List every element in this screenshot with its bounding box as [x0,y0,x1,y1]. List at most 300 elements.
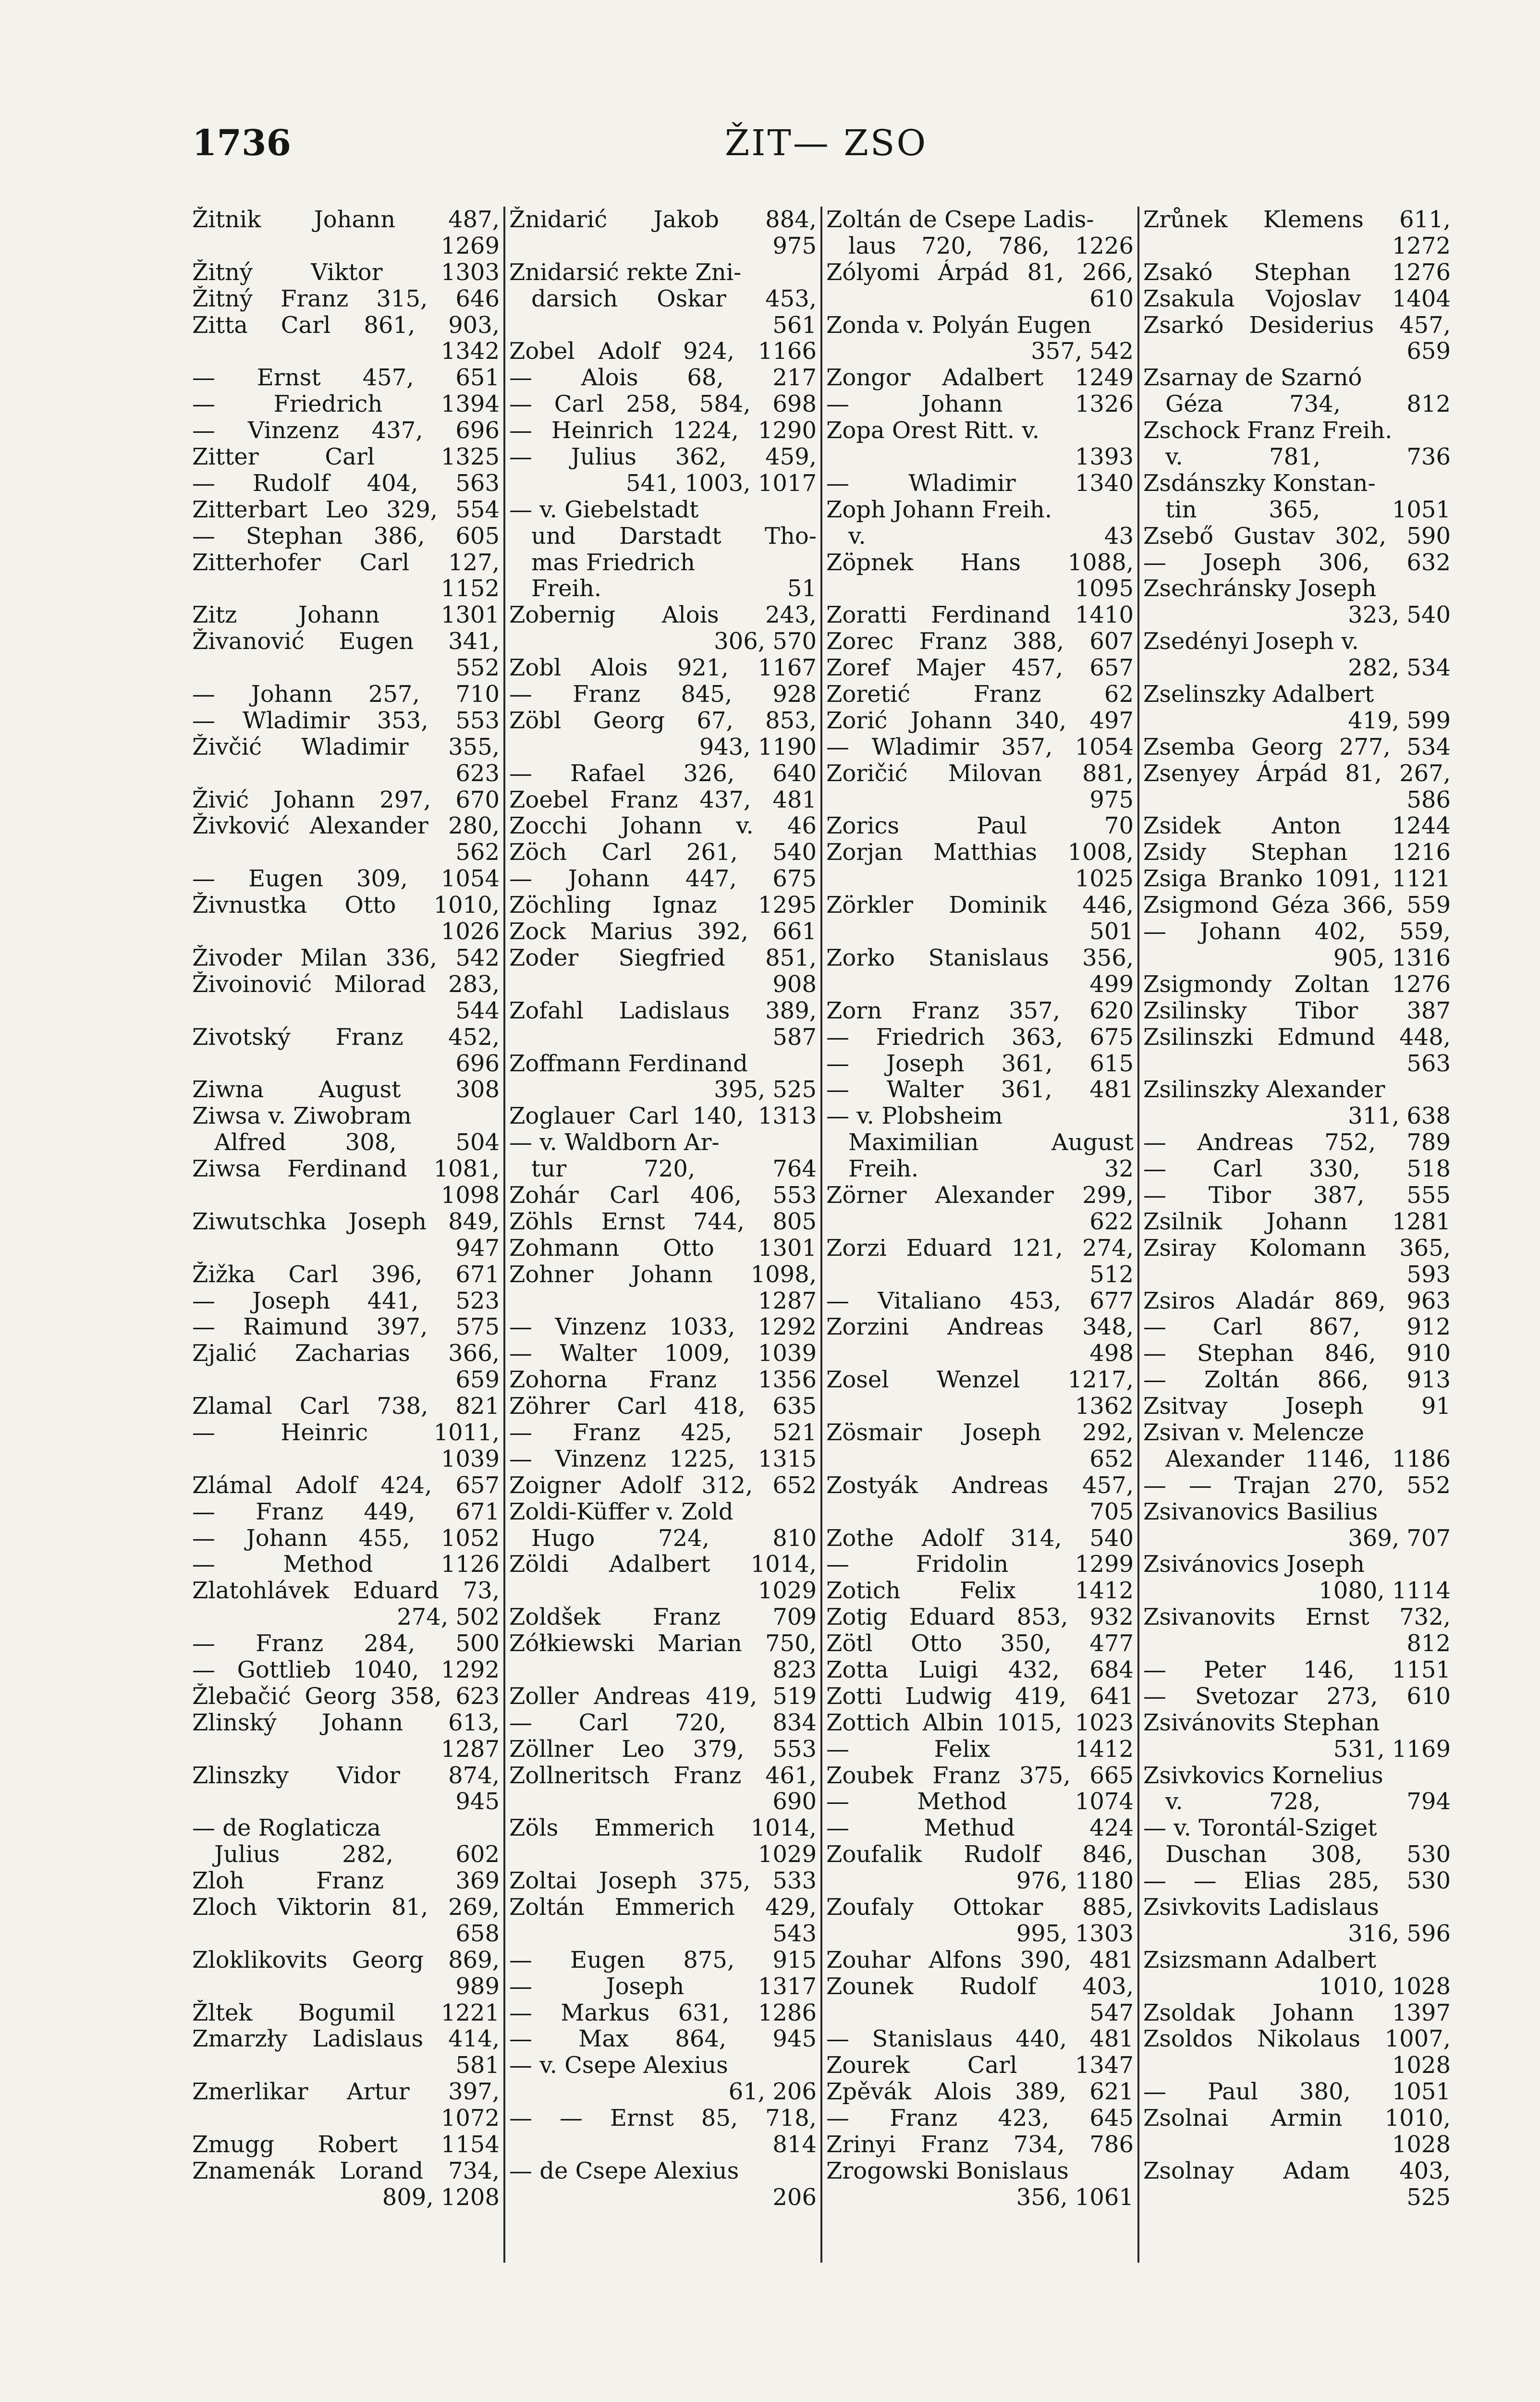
entry-line: Zocchi Johann v. 46 [509,813,817,840]
name-entry [826,391,1134,417]
name-entry [192,1525,500,1552]
name-entry [192,708,500,734]
entry-line: Zsemba Georg 277, 534 [1143,734,1451,760]
entry-line: 499 [1089,971,1134,998]
entry-line: Zsakula Vojoslav 1404 [1143,285,1451,312]
name-entry [826,470,1134,497]
name-entry [509,1551,817,1604]
name-entry [192,1156,500,1209]
entry-line: Zloklikovits Georg 869, [192,1947,500,1973]
entry-line: Ziwna August 308 [192,1077,500,1103]
entry-line: Zsivkovics Kornelius [1143,1762,1383,1789]
name-entry [192,523,500,550]
entry-line: — Vinzenz 1225, 1315 [509,1446,817,1472]
name-entry [826,1472,1134,1525]
entry-line: — Friedrich 1394 [192,391,500,418]
entry-line: 562 [455,839,500,866]
name-entry [509,998,817,1051]
entry-line: 1269 [440,233,500,259]
name-entry [192,945,500,971]
name-entry [509,1209,817,1235]
name-entry [826,1683,1134,1710]
entry-line: Zoubek Franz 375, 665 [826,1762,1134,1789]
entry-line: Zsidy Stephan 1216 [1143,839,1451,866]
entry-line: Zsolnay Adam 403, [1143,2157,1451,2184]
name-entry [826,813,1134,839]
name-entry [826,1103,1134,1182]
name-entry [509,1604,817,1630]
entry-line: Zsizsmann Adalbert [1143,1947,1377,1973]
name-entry [1143,919,1451,971]
name-entry [1143,1472,1451,1499]
page-header [192,123,1460,180]
name-entry [1143,892,1451,919]
entry-line: — Franz 423, 645 [826,2105,1134,2132]
entry-line: Zsdánszky Konstan- [1143,470,1376,497]
entry-line: Zoller Andreas 419, 519 [509,1683,817,1710]
entry-line: — Gottlieb 1040, 1292 [192,1656,500,1683]
entry-line: darsich Oskar 453, [531,285,817,312]
entry-line: — — Trajan 270, 552 [1143,1472,1451,1499]
entry-line: — de Csepe Alexius [509,2157,739,2184]
name-entry [192,1710,500,1763]
entry-line: Zsilinszki Edmund 448, [1143,1024,1451,1051]
name-entry [826,1736,1134,1763]
entry-line: Zohmann Otto 1301 [509,1235,817,1262]
entry-line: Zöhls Ernst 744, 805 [509,1208,817,1235]
entry-line: — Fridolin 1299 [826,1551,1134,1578]
name-entry [1143,523,1451,550]
entry-line: Zlatohlávek Eduard 73, [192,1578,500,1605]
entry-line: v. 43 [848,523,1134,550]
name-entry [1143,1894,1451,1947]
name-entry [192,681,500,708]
entry-line: — Tibor 387, 555 [1143,1182,1451,1209]
entry-line: 622 [1089,1208,1134,1235]
name-entry [1143,1235,1451,1288]
name-entry [509,2000,817,2026]
name-entry [509,207,817,259]
entry-line: — Joseph 441, 523 [192,1287,500,1314]
entry-line: Znidarsić rekte Zni- [509,259,742,286]
name-entry [509,945,817,998]
entry-line: Zongor Adalbert 1249 [826,365,1134,392]
entry-line: Duschan 308, 530 [1165,1841,1451,1868]
entry-line: — Joseph 1317 [509,1973,817,2000]
entry-line: 1039 [440,1446,500,1472]
name-entry [826,1420,1134,1472]
entry-line: Žltek Bogumil 1221 [192,1999,500,2026]
name-entry [826,1077,1134,1103]
entry-line: Zöldi Adalbert 1014, [509,1551,817,1578]
entry-line: 587 [772,1024,817,1051]
name-entry [509,444,817,497]
entry-line: Zoufaly Ottokar 885, [826,1894,1134,1921]
entry-line: Zöch Carl 261, 540 [509,839,817,866]
name-column-3 [826,207,1134,2330]
name-entry [1143,1868,1451,1894]
entry-line: Žižka Carl 396, 671 [192,1261,500,1288]
name-entry [509,338,817,365]
entry-line: Julius 282, 602 [214,1841,500,1868]
entry-line: Zitz Johann 1301 [192,602,500,629]
entry-line: 323, 540 [1348,602,1451,629]
entry-line: — Method 1074 [826,1789,1134,1815]
name-entry [192,813,500,866]
entry-line: — Carl 330, 518 [1143,1156,1451,1182]
name-entry [1143,1604,1451,1657]
entry-line: Zoratti Ferdinand 1410 [826,602,1134,629]
entry-line: 696 [455,1050,500,1077]
entry-line: 947 [455,1235,500,1262]
entry-line: und Darstadt Tho- [531,523,817,550]
name-entry [192,2026,500,2079]
entry-line: — Johann 402, 559, [1143,919,1451,945]
entry-line: Alexander 1146, 1186 [1165,1446,1451,1472]
entry-line: Zöpnek Hans 1088, [826,549,1134,576]
index-columns [192,207,1460,2330]
name-entry [826,1525,1134,1552]
name-entry [826,1182,1134,1235]
entry-line: Zobel Adolf 924, 1166 [509,338,817,365]
entry-line: Zselinszky Adalbert [1143,681,1374,708]
entry-line: Hugo 724, 810 [531,1525,817,1552]
name-entry [509,1894,817,1947]
name-entry [826,1024,1134,1051]
entry-line: mas Friedrich [531,549,695,576]
entry-line: Zoldšek Franz 709 [509,1604,817,1631]
entry-line: 501 [1089,919,1134,945]
name-entry [509,1868,817,1894]
name-entry [826,207,1134,259]
entry-line: Zsechránsky Joseph [1143,576,1377,602]
entry-line: — Johann 455, 1052 [192,1525,500,1552]
name-entry [826,892,1134,945]
entry-line: Ziwsa v. Ziwobram [192,1103,412,1130]
entry-line: 512 [1089,1261,1134,1288]
name-entry [826,1578,1134,1604]
name-entry [1143,1683,1451,1710]
entry-line: — Wladimir 357, 1054 [826,734,1134,760]
entry-line: — Vinzenz 437, 696 [192,417,500,444]
name-entry [509,760,817,787]
name-entry [509,655,817,681]
entry-line: 1393 [1075,444,1134,470]
entry-line: Zorić Johann 340, 497 [826,707,1134,734]
entry-line: Zsivanovics Basilius [1143,1498,1378,1525]
name-entry [192,312,500,365]
name-entry [826,2132,1134,2158]
name-entry [826,1051,1134,1077]
name-entry [192,2158,500,2211]
entry-line: Zivotský Franz 452, [192,1024,500,1051]
entry-line: Zoltán Emmerich 429, [509,1894,817,1921]
name-entry [826,1973,1134,2026]
name-entry [192,497,500,523]
entry-line: 1362 [1075,1393,1134,1420]
entry-line: 1028 [1392,2132,1451,2158]
name-entry [1143,1288,1451,1314]
name-entry [1143,998,1451,1024]
entry-line: Zotig Eduard 853, 932 [826,1604,1134,1631]
entry-line: 705 [1089,1498,1134,1525]
entry-line: 1026 [440,919,500,945]
name-entry [509,1420,817,1446]
entry-line: 316, 596 [1348,1920,1451,1947]
entry-line: 1287 [758,1287,817,1314]
name-entry [509,1683,817,1710]
entry-line: v. 781, 736 [1165,444,1451,470]
name-entry [826,1657,1134,1683]
entry-line: Zoffmann Ferdinand [509,1050,748,1077]
entry-line: 311, 638 [1348,1103,1451,1130]
entry-line: 498 [1089,1340,1134,1367]
entry-line: Zsiga Branko 1091, 1121 [1143,866,1451,893]
entry-line: 945 [455,1789,500,1815]
entry-line: — Carl 258, 584, 698 [509,391,817,418]
entry-line: Zrůnek Klemens 611, [1143,207,1451,233]
entry-line: Zourek Carl 1347 [826,2052,1134,2079]
entry-line: Zoph Johann Freih. [826,496,1052,523]
entry-line: 395, 525 [714,1077,817,1103]
entry-line: 976, 1180 [1016,1868,1134,1894]
name-entry [1143,813,1451,839]
entry-line: Zöhrer Carl 418, 635 [509,1393,817,1420]
entry-line: Zobernig Alois 243, [509,602,817,629]
entry-line: Zlamal Carl 738, 821 [192,1393,500,1420]
name-entry [1143,839,1451,866]
entry-line: Zschock Franz Freih. [1143,417,1393,444]
entry-line: Zohner Johann 1098, [509,1261,817,1288]
entry-line: Zmugg Robert 1154 [192,2132,500,2158]
name-entry [192,259,500,286]
entry-line: 659 [1406,338,1451,365]
name-entry [509,1314,817,1340]
name-entry [826,2079,1134,2105]
name-entry [1143,2026,1451,2079]
name-entry [826,945,1134,998]
entry-line: Zsigmondy Zoltan 1276 [1143,971,1451,998]
entry-line: Zsilinsky Tibor 387 [1143,997,1451,1024]
name-entry [192,1683,500,1710]
entry-line: — Franz 425, 521 [509,1419,817,1446]
entry-line: Zsarkó Desiderius 457, [1143,312,1451,339]
entry-line: 561 [772,312,817,339]
entry-line: Zoigner Adolf 312, 652 [509,1472,817,1499]
entry-line: Zonda v. Polyán Eugen [826,312,1092,339]
entry-line: Zöllner Leo 379, 553 [509,1736,817,1763]
name-entry [192,470,500,497]
name-entry [1143,576,1451,628]
entry-line: Žitný Viktor 1303 [192,259,500,286]
name-entry [192,1103,500,1156]
name-entry [826,1841,1134,1894]
name-entry [826,734,1134,760]
entry-line: Žitnik Johann 487, [192,207,500,233]
entry-line: Žlebačić Georg 358, 623 [192,1683,500,1710]
entry-line: Zorzini Andreas 348, [826,1314,1134,1341]
name-entry [1143,760,1451,813]
name-entry [1143,207,1451,259]
name-entry [826,839,1134,892]
entry-line: Zlinský Johann 613, [192,1709,500,1736]
name-entry [192,550,500,602]
name-entry [1143,1947,1451,2000]
entry-line: Zsivánovics Joseph [1143,1551,1365,1578]
entry-line: — — Elias 285, 530 [1143,1868,1451,1894]
entry-line: Zsidek Anton 1244 [1143,813,1451,840]
name-entry [826,1288,1134,1314]
name-entry [1143,681,1451,734]
entry-line: 814 [772,2132,817,2158]
entry-line: 905, 1316 [1333,944,1451,971]
entry-line: Zötl Otto 350, 477 [826,1630,1134,1657]
name-entry [1143,1393,1451,1420]
entry-line: — Heinrich 1224, 1290 [509,417,817,444]
name-entry [1143,1182,1451,1209]
name-entry [1143,1209,1451,1235]
entry-line: Zorec Franz 388, 607 [826,628,1134,655]
entry-line: — de Roglaticza [192,1815,381,1842]
entry-line: Zloh Franz 369 [192,1868,500,1894]
entry-line: Zlámal Adolf 424, 657 [192,1472,500,1499]
entry-line: — Felix 1412 [826,1736,1134,1763]
entry-line: Živanović Eugen 341, [192,628,500,655]
entry-line: 1029 [758,1841,817,1868]
entry-line: Zmerlikar Artur 397, [192,2079,500,2106]
entry-line: 1025 [1075,866,1134,893]
name-entry [1143,417,1451,470]
name-entry [509,919,817,945]
entry-line: 563 [1406,1050,1451,1077]
entry-line: 659 [455,1367,500,1394]
name-entry [192,1763,500,1815]
entry-line: 543 [772,1920,817,1947]
entry-line: 525 [1406,2184,1451,2211]
entry-line: 812 [1406,1630,1451,1657]
entry-line: Zółkiewski Marian 750, [509,1630,817,1657]
name-entry [192,1209,500,1262]
name-entry [192,1551,500,1578]
name-entry [1143,312,1451,365]
entry-line: 306, 570 [714,628,817,655]
name-entry [1143,550,1451,576]
name-entry [509,1393,817,1420]
page-title: ŽIT— ZSO [724,123,928,164]
entry-line: — Vinzenz 1033, 1292 [509,1314,817,1341]
entry-line: 356, 1061 [1016,2184,1134,2211]
name-entry [192,1472,500,1499]
name-entry [1143,971,1451,998]
name-entry [1143,1710,1451,1763]
name-entry [826,2158,1134,2211]
entry-line: Živčić Wladimir 355, [192,734,500,760]
entry-line: 658 [455,1920,500,1947]
entry-line: — Eugen 875, 915 [509,1947,817,1973]
entry-line: Zorics Paul 70 [826,813,1134,840]
name-entry [509,1235,817,1262]
name-entry [192,1314,500,1340]
entry-line: Zöls Emmerich 1014, [509,1815,817,1842]
entry-line: 809, 1208 [382,2184,500,2211]
name-entry [192,866,500,892]
name-entry [1143,1340,1451,1367]
name-entry [1143,1815,1451,1868]
name-entry [826,497,1134,550]
entry-line: — Johann 1326 [826,391,1134,418]
name-entry [826,550,1134,602]
entry-line: — Stephan 846, 910 [1143,1340,1451,1367]
entry-line: — v. Csepe Alexius [509,2052,728,2079]
entry-line: 995, 1303 [1016,1920,1134,1947]
name-entry [1143,1420,1451,1472]
entry-line: Živoinović Milorad 283, [192,971,500,998]
name-entry [1143,628,1451,681]
name-entry [1143,1129,1451,1156]
entry-line: Zsolnai Armin 1010, [1143,2105,1451,2132]
name-entry [1143,734,1451,760]
name-entry [192,602,500,628]
entry-line: Freih. 32 [848,1156,1134,1182]
entry-line: Zopa Orest Ritt. v. [826,417,1039,444]
name-entry [192,2132,500,2158]
entry-line: — Svetozar 273, 610 [1143,1683,1451,1710]
name-entry [509,1367,817,1393]
entry-line: 989 [455,1973,500,2000]
entry-line: Zsiros Aladár 869, 963 [1143,1287,1451,1314]
entry-line: 581 [455,2052,500,2079]
entry-line: Zsiray Kolomann 365, [1143,1235,1451,1262]
name-entry [826,1947,1134,1973]
name-entry [826,2026,1134,2052]
entry-line: Zouhar Alfons 390, 481 [826,1947,1134,1973]
entry-line: 541, 1003, 1017 [626,470,817,497]
entry-line: Zösmair Joseph 292, [826,1419,1134,1446]
entry-line: Zotich Felix 1412 [826,1578,1134,1605]
name-entry [509,417,817,444]
name-entry [509,1446,817,1472]
column-divider [1137,207,1139,2263]
entry-line: Zobl Alois 921, 1167 [509,655,817,682]
entry-line: — Joseph 306, 632 [1143,549,1451,576]
entry-line: 1098 [440,1182,500,1209]
entry-line: Žnidarić Jakob 884, [509,207,817,233]
entry-line: 652 [1089,1446,1134,1472]
entry-line: Zloch Viktorin 81, 269, [192,1894,500,1921]
entry-line: Zorn Franz 357, 620 [826,997,1134,1024]
name-entry [509,1815,817,1868]
name-entry [826,1894,1134,1947]
entry-line: 544 [455,997,500,1024]
name-entry [826,760,1134,813]
entry-line: — Joseph 361, 615 [826,1050,1134,1077]
entry-line: — Stephan 386, 605 [192,523,500,550]
entry-line: Zorzi Eduard 121, 274, [826,1235,1134,1262]
entry-line: Zörner Alexander 299, [826,1182,1134,1209]
entry-line: — Vitaliano 453, 677 [826,1287,1134,1314]
entry-line: Zsarnay de Szarnó [1143,365,1362,392]
entry-line: — Alois 68, 217 [509,365,817,392]
entry-line: Zostyák Andreas 457, [826,1472,1134,1499]
name-entry [192,1947,500,2000]
name-column-1 [192,207,500,2330]
entry-line: 975 [1089,786,1134,813]
entry-line: — Markus 631, 1286 [509,1999,817,2026]
name-entry [826,1314,1134,1367]
entry-line: Zsilinszky Alexander [1143,1077,1385,1103]
entry-line: Zsitvay Joseph 91 [1143,1393,1451,1420]
entry-line: 1028 [1392,2052,1451,2079]
